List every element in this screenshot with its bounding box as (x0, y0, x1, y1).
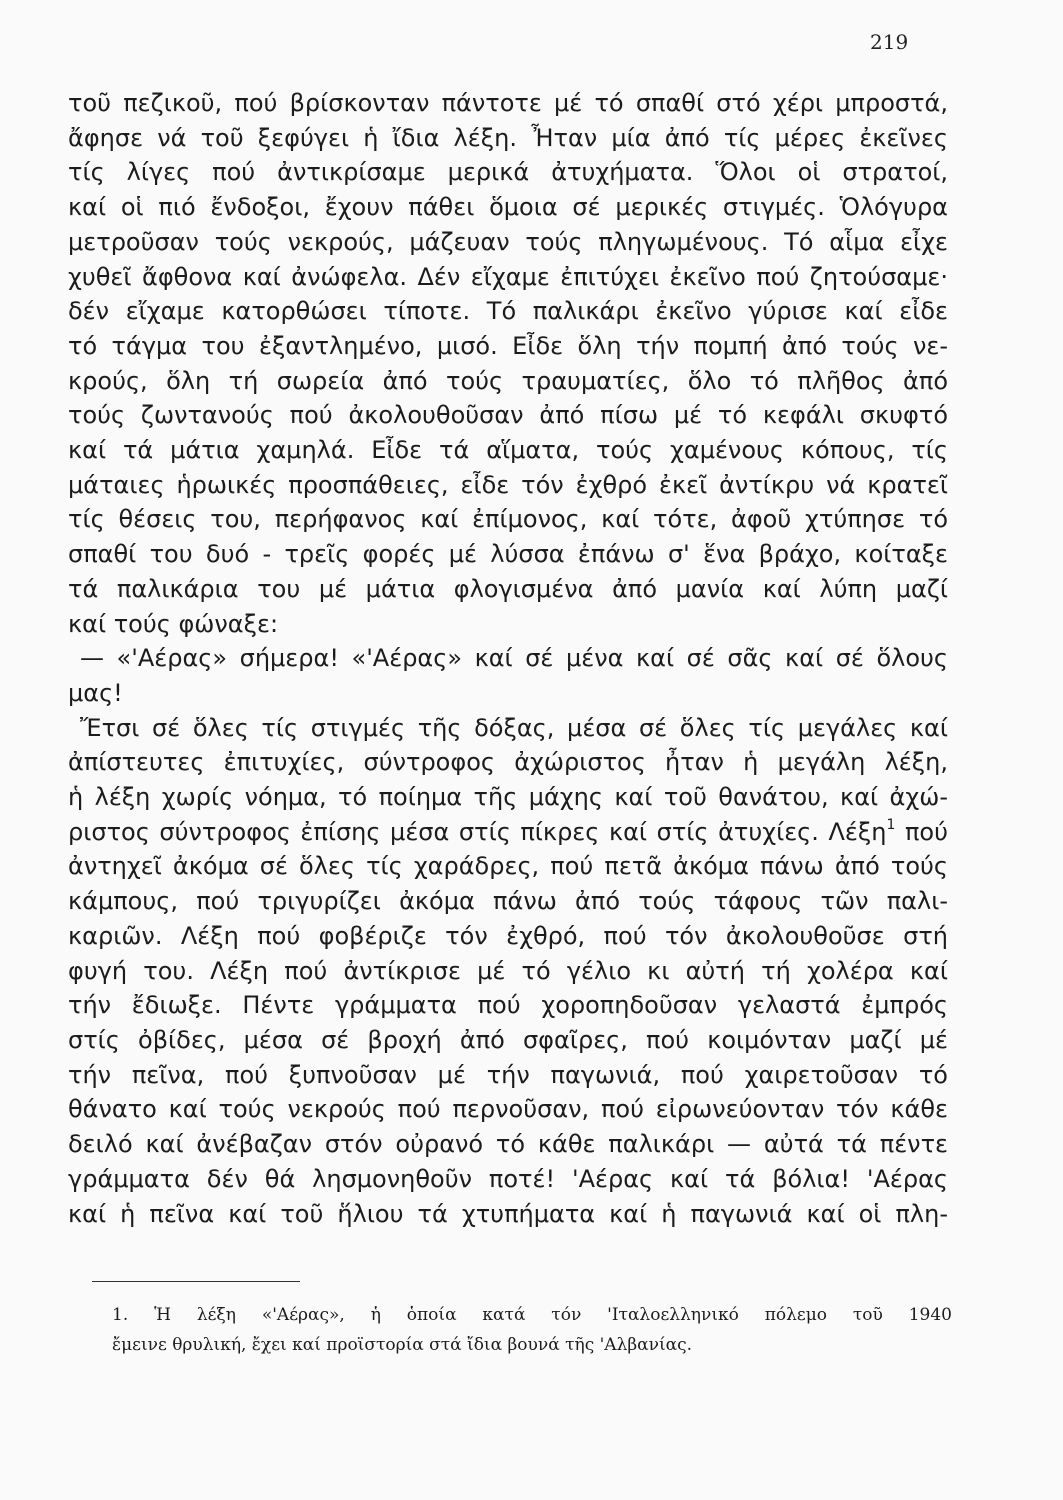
text-line: καί ἡ πεῖνα καί τοῦ ἥλιου τά χτυπήματα καί ἡ παγωνιά καί οἱ πλη- (68, 1199, 948, 1228)
text-line: ἡ λέξη χωρίς νόημα, τό ποίημα τῆς μάχης καί τοῦ θανάτου, καί ἀχώ- (68, 783, 948, 812)
text-line-content: ριστος σύντροφος ἐπίσης μέσα στίς πίκρες καί στίς ἀτυχίες. Λέξη (68, 817, 887, 846)
text-line: καριῶν. Λέξη πού φοβέριζε τόν ἐχθρό, πού τόν ἀκολουθοῦσε στή (68, 921, 948, 950)
text-line: τίς θέσεις του, περήφανος καί ἐπίμονος, καί τότε, ἀφοῦ χτύπησε τό (68, 505, 948, 534)
text-line: ἄφησε νά τοῦ ξεφύγει ἡ ἴδια λέξη. Ἦταν μία ἀπό τίς μέρες ἐκεῖνες (68, 123, 948, 152)
text-line: στίς ὀβίδες, μέσα σέ βροχή ἀπό σφαῖρες, πού κοιμόνταν μαζί μέ (68, 1025, 948, 1054)
text-line: — «'Αέρας» σήμερα! «'Αέρας» καί σέ μένα καί σέ σᾶς καί σέ ὅλους (80, 644, 948, 673)
text-line: δέν εἴχαμε κατορθώσει τίποτε. Τό παλικάρι ἐκεῖνο γύρισε καί εἶδε (68, 297, 948, 326)
text-line: καί οἱ πιό ἔνδοξοι, ἔχουν πάθει ὅμοια σέ μερικές στιγμές. Ὁλόγυρα (68, 193, 948, 222)
text-line: τήν ἔδιωξε. Πέντε γράμματα πού χοροπηδοῦσαν γελαστά ἐμπρός (68, 991, 948, 1020)
text-line: μετροῦσαν τούς νεκρούς, μάζευαν τούς πληγωμένους. Τό αἷμα εἶχε (68, 227, 948, 256)
text-line: κάμπους, πού τριγυρίζει ἀκόμα πάνω ἀπό τούς τάφους τῶν παλι- (68, 887, 948, 916)
text-line (68, 815, 948, 850)
text-line: μας! (68, 678, 123, 707)
body-text (68, 86, 948, 1231)
text-line: τούς ζωντανούς πού ἀκολουθοῦσαν ἀπό πίσω μέ τό κεφάλι σκυφτό (68, 401, 948, 430)
text-line: φυγή του. Λέξη πού ἀντίκρισε μέ τό γέλιο κι αὐτή τή χολέρα καί (68, 956, 948, 985)
text-line: τά παλικάρια του μέ μάτια φλογισμένα ἀπό μανία καί λύπη μαζί (68, 574, 948, 603)
footnote-line: 1. Ἡ λέξη «'Αέρας», ἡ ὁποία κατά τόν 'Ιταλοελληνικό πόλεμο τοῦ 1940 (112, 1305, 952, 1325)
text-line: τοῦ πεζικοῦ, πού βρίσκονταν πάντοτε μέ τό σπαθί στό χέρι μπροστά, (68, 89, 948, 117)
text-line: δειλό καί ἀνέβαζαν στόν οὐρανό τό κάθε παλικάρι — αὐτά τά πέντε (68, 1130, 948, 1159)
text-line: Ἔτσι σέ ὅλες τίς στιγμές τῆς δόξας, μέσα σέ ὅλες τίς μεγάλες καί (80, 713, 948, 742)
text-line: γράμματα δέν θά λησμονηθοῦν ποτέ! 'Αέρας καί τά βόλια! 'Αέρας (68, 1164, 948, 1193)
text-line: χυθεῖ ἄφθονα καί ἀνώφελα. Δέν εἴχαμε ἐπιτύχει ἐκεῖνο πού ζητούσαμε· (68, 262, 948, 291)
text-line: καί τούς φώναξε: (68, 609, 279, 638)
text-line: ἀπίστευτες ἐπιτυχίες, σύντροφος ἀχώριστος ἦταν ἡ μεγάλη λέξη, (68, 748, 948, 777)
text-line: κρούς, ὅλη τή σωρεία ἀπό τούς τραυματίες, ὅλο τό πλῆθος ἀπό (68, 366, 948, 395)
footnotes (112, 1300, 952, 1360)
text-line: σπαθί του δυό - τρεῖς φορές μέ λύσσα ἐπάνω σ' ἕνα βράχο, κοίταξε (68, 540, 948, 569)
text-line: θάνατο καί τούς νεκρούς πού περνοῦσαν, πού εἰρωνεύονταν τόν κάθε (68, 1095, 948, 1124)
text-line-tail: πού (895, 817, 948, 846)
footnote-marker: 1 (886, 816, 896, 833)
text-line: τό τάγμα του ἐξαντλημένο, μισό. Εἶδε ὅλη τήν πομπή ἀπό τούς νε- (68, 331, 948, 360)
text-line: τήν πεῖνα, πού ξυπνοῦσαν μέ τήν παγωνιά, πού χαιρετοῦσαν τό (68, 1060, 948, 1089)
page-number: 219 (870, 30, 909, 54)
text-line: καί τά μάτια χαμηλά. Εἶδε τά αἵματα, τούς χαμένους κόπους, τίς (68, 436, 948, 465)
text-line: ἀντηχεῖ ἀκόμα σέ ὅλες τίς χαράδρες, πού πετᾶ ἀκόμα πάνω ἀπό τούς (68, 852, 948, 881)
text-line: μάταιες ἡρωικές προσπάθειες, εἶδε τόν ἐχθρό ἐκεῖ ἀντίκρυ νά κρατεῖ (68, 470, 948, 499)
footnote-divider (92, 1281, 300, 1282)
text-line: τίς λίγες πού ἀντικρίσαμε μερικά ἀτυχήματα. Ὅλοι οἱ στρατοί, (68, 158, 948, 187)
footnote-line: ἔμεινε θρυλική, ἔχει καί προϊστορία στά ἴδια βουνά τῆς 'Αλβανίας. (112, 1335, 693, 1355)
